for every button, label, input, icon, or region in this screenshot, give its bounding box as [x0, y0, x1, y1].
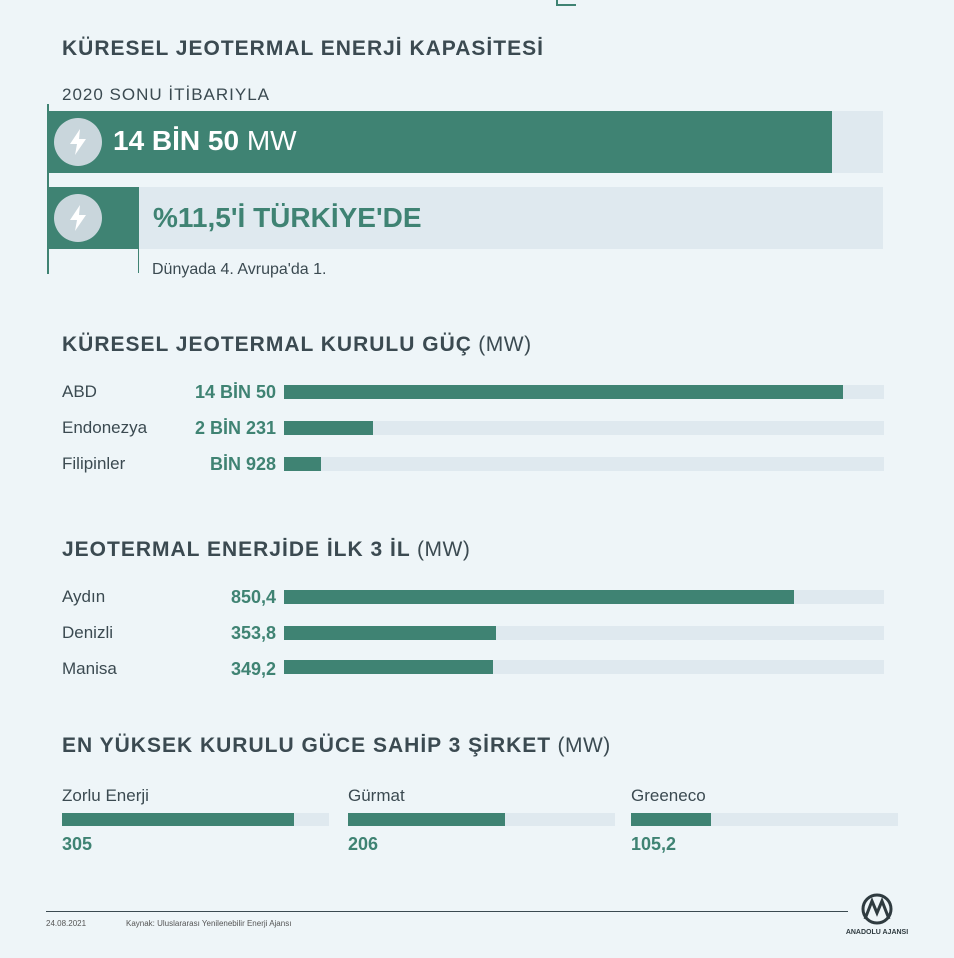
bar-track — [284, 457, 884, 471]
top-provinces-title — [62, 538, 470, 562]
anadolu-logo — [844, 893, 910, 935]
rank-text: Dünyada 4. Avrupa'da 1. — [152, 261, 327, 278]
turkey-share-tick — [138, 249, 139, 273]
capacity-title: KÜRESEL JEOTERMAL ENERJİ KAPASİTESİ — [62, 37, 544, 60]
bar-value-label: 349,2 — [230, 659, 276, 679]
bar-track — [348, 813, 615, 826]
bar — [348, 813, 505, 826]
bar-value-label: 2 BİN 231 — [194, 418, 276, 438]
bar — [284, 626, 496, 640]
bar-value-label: 105,2 — [631, 834, 677, 854]
top-companies-title — [62, 734, 611, 758]
top-decoration — [556, 0, 576, 6]
lightning-bolt-icon — [54, 194, 102, 242]
bar-value-label: 305 — [62, 834, 93, 854]
bar — [284, 457, 321, 471]
bar-track — [284, 626, 884, 640]
bar-value-label: BİN 928 — [209, 454, 276, 474]
installed-power-title — [62, 333, 532, 357]
turkey-share-text: %11,5'İ TÜRKİYE'DE — [153, 202, 422, 233]
bar-label: Filipinler — [62, 454, 126, 473]
bar-label: Denizli — [62, 623, 114, 642]
bar-value-label: 353,8 — [230, 623, 276, 643]
anadolu-logo-text: ANADOLU AJANSI — [845, 929, 909, 936]
turkey-share-bar — [49, 187, 883, 249]
bar — [284, 385, 843, 399]
bar-label: ABD — [62, 382, 97, 401]
top-companies-title-text: EN YÜKSEK KURULU GÜCE SAHİP 3 ŞİRKET — [62, 734, 552, 757]
installed-power-unit: (MW) — [471, 333, 532, 356]
bar — [284, 421, 373, 435]
top-provinces-unit: (MW) — [410, 538, 471, 561]
bar-label: Greeneco — [631, 786, 706, 805]
capacity-subtitle: 2020 SONU İTİBARIYLA — [62, 85, 271, 104]
footer-date: 24.08.2021 — [46, 919, 87, 928]
footer-source: Kaynak: Uluslararası Yenilenebilir Enerji Ajansı — [126, 919, 292, 928]
total-capacity-unit: MW — [239, 125, 297, 156]
bar-label: Gürmat — [348, 786, 405, 805]
bar — [62, 813, 294, 826]
top-provinces-title-text: JEOTERMAL ENERJİDE İLK 3 İL — [62, 538, 411, 561]
lightning-bolt-icon — [54, 118, 102, 166]
bar — [284, 590, 794, 604]
bar-track — [62, 813, 329, 826]
bar-label: Aydın — [62, 587, 106, 606]
bar — [284, 660, 493, 674]
bar-track — [631, 813, 898, 826]
bar-label: Endonezya — [62, 418, 148, 437]
total-capacity-text — [113, 125, 297, 157]
bar — [631, 813, 711, 826]
bar-track — [284, 421, 884, 435]
total-capacity-bar — [49, 111, 883, 173]
bar-label: Manisa — [62, 659, 117, 678]
bar-value-label: 850,4 — [230, 587, 276, 607]
installed-power-title-text: KÜRESEL JEOTERMAL KURULU GÜÇ — [62, 333, 472, 356]
bar-value-label: 206 — [348, 834, 379, 854]
bar-track — [284, 660, 884, 674]
bar-value-label: 14 BİN 50 — [194, 382, 276, 402]
footer-divider — [46, 911, 848, 912]
total-capacity-value: 14 BİN 50 — [113, 125, 240, 156]
bar-track — [284, 385, 884, 399]
top-companies-unit: (MW) — [551, 734, 611, 757]
aa-logo-icon — [844, 893, 910, 925]
bar-track — [284, 590, 884, 604]
bar-label: Zorlu Enerji — [62, 786, 149, 805]
